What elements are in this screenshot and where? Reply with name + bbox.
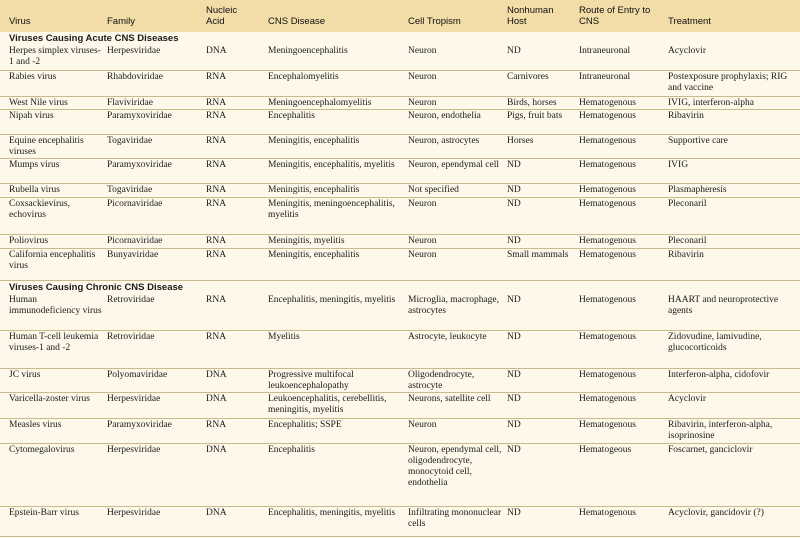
cell-treatment: Acyclovir, gancidovir (?) [668,508,764,518]
cell-cell-tropism: Astrocyte, leukocyte [408,332,487,342]
cell-treatment: Pleconaril [668,236,707,246]
cell-route: Hematogenous [579,250,636,260]
cell-nucleic-acid: RNA [206,185,227,195]
section-acute-title: Viruses Causing Acute CNS Diseases [9,33,179,44]
cell-cell-tropism: Neuron [408,250,437,260]
cell-virus: Nipah virus [9,111,54,121]
cell-treatment: Acyclovir [668,394,706,404]
cell-family: Rhabdoviridae [107,72,163,82]
cell-virus: Mumps virus [9,160,60,170]
cell-cell-tropism: Neurons, satellite cell [408,394,491,404]
cell-family: Togaviridae [107,136,153,146]
cell-family: Polyomaviridae [107,370,168,380]
cell-route: Hematogenous [579,370,636,380]
cell-virus: Measles virus [9,420,62,430]
cell-nucleic-acid: RNA [206,250,227,260]
cell-cell-tropism: Microglia, macrophage, astrocytes [408,295,500,316]
cell-cns-disease: Encephalitis; SSPE [268,420,342,430]
cell-family: Herpesviridae [107,508,161,518]
cell-nucleic-acid: DNA [206,46,227,56]
cell-virus: California encephalitis virus [9,250,96,271]
cell-virus: Equine encephalitis viruses [9,136,84,157]
cell-cns-disease: Encephalitis, meningitis, myelitis [268,295,396,305]
cell-cns-disease: Progressive multifocal leukoencephalopathy [268,370,354,391]
cell-virus: Epstein-Barr virus [9,508,79,518]
table-row [0,293,800,294]
cell-treatment: Interferon-alpha, cidofovir [668,370,770,380]
header-family: Family [107,16,135,27]
cell-cell-tropism: Neuron [408,98,437,108]
cell-cell-tropism: Neuron [408,420,437,430]
cell-family: Flaviviridae [107,98,153,108]
cell-nucleic-acid: RNA [206,98,227,108]
cell-cell-tropism: Neuron [408,46,437,56]
table-bottom-rule [0,536,800,537]
cell-cns-disease: Meningitis, encephalitis [268,185,360,195]
cell-cell-tropism: Neuron [408,236,437,246]
cell-nucleic-acid: RNA [206,332,227,342]
cell-nucleic-acid: DNA [206,370,227,380]
cell-nonhuman-host: ND [507,185,521,195]
cell-nonhuman-host: ND [507,394,521,404]
cell-nucleic-acid: DNA [206,508,227,518]
cell-cell-tropism: Neuron, endothelia [408,111,481,121]
cell-treatment: HAART and neuroprotective agents [668,295,779,316]
cell-nucleic-acid: DNA [206,445,227,455]
cell-virus: Coxsackievirus, echovirus [9,199,70,220]
cell-treatment: Ribavirin [668,250,704,260]
cell-virus: Varicella-zoster virus [9,394,90,404]
cell-treatment: Zidovudine, lamivudine, glucocorticoids [668,332,762,353]
cell-cell-tropism: Neuron, ependymal cell, oligodendrocyte, monocytoid cell, endothelia [408,445,502,488]
cell-treatment: Postexposure prophylaxis; RIG and vaccine [668,72,788,93]
cell-nucleic-acid: RNA [206,420,227,430]
cell-family: Paramyxoviridae [107,420,172,430]
cell-route: Intraneuronal [579,72,631,82]
cell-cell-tropism: Neuron [408,72,437,82]
header-treatment: Treatment [668,16,711,27]
cell-family: Togaviridae [107,185,153,195]
cell-cell-tropism: Neuron, ependymal cell [408,160,500,170]
cell-nucleic-acid: RNA [206,160,227,170]
cell-nonhuman-host: ND [507,508,521,518]
cell-virus: Poliovirus [9,236,49,246]
cell-cns-disease: Meningoencephalitis [268,46,348,56]
cell-treatment: IVIG, interferon-alpha [668,98,754,108]
cell-nucleic-acid: DNA [206,394,227,404]
cell-route: Hematogenous [579,111,636,121]
cell-nonhuman-host: Small mammals [507,250,569,260]
cell-nonhuman-host: ND [507,420,521,430]
cell-nonhuman-host: Birds, horses [507,98,557,108]
cell-family: Herpesviridae [107,394,161,404]
cell-route: Hematogenous [579,508,636,518]
table-header [0,0,800,32]
cell-cns-disease: Encephalitis, meningitis, myelitis [268,508,396,518]
cell-treatment: Foscarnet, ganciclovir [668,445,753,455]
cell-route: Hematogenous [579,332,636,342]
cell-cns-disease: Encephalomyelitis [268,72,339,82]
cell-route: Hematogenous [579,160,636,170]
cell-nonhuman-host: ND [507,199,521,209]
cell-nonhuman-host: Horses [507,136,534,146]
cell-family: Bunyaviridae [107,250,159,260]
cell-route: Hematogenous [579,199,636,209]
cell-nucleic-acid: RNA [206,236,227,246]
cell-nonhuman-host: ND [507,295,521,305]
cell-nonhuman-host: ND [507,46,521,56]
cell-family: Paramyxoviridae [107,111,172,121]
cell-family: Paramyxoviridae [107,160,172,170]
cell-route: Hematogenous [579,185,636,195]
cell-nucleic-acid: RNA [206,199,227,209]
cell-family: Picornaviridae [107,199,163,209]
cell-family: Retroviridae [107,295,155,305]
cell-nonhuman-host: ND [507,445,521,455]
cell-nonhuman-host: Carnivores [507,72,549,82]
cell-cns-disease: Meningoencephalomyelitis [268,98,372,108]
cell-treatment: Ribavirin, interferon-alpha, isoprinosine [668,420,773,441]
cell-treatment: IVIG [668,160,689,170]
cell-route: Hematogeous [579,445,632,455]
cell-route: Intraneuronal [579,46,631,56]
header-route-of-entry: Route of Entry to CNS [579,5,651,27]
cell-route: Hematogenous [579,394,636,404]
cell-virus: JC virus [9,370,41,380]
cell-cns-disease: Meningitis, encephalitis [268,250,360,260]
cell-nucleic-acid: RNA [206,72,227,82]
cell-virus: Human T-cell leukemia viruses-1 and -2 [9,332,99,353]
cell-family: Retroviridae [107,332,155,342]
cell-virus: Herpes simplex viruses-1 and -2 [9,46,101,67]
cell-cns-disease: Meningitis, encephalitis, myelitis [268,160,395,170]
cell-cns-disease: Encephalitis [268,111,315,121]
cell-cns-disease: Leukoencephalitis, cerebellitis, meningitis, myelitis [268,394,387,415]
cell-cns-disease: Meningitis, encephalitis [268,136,360,146]
cell-nonhuman-host: ND [507,370,521,380]
table-row [0,44,800,45]
cell-treatment: Ribavirin [668,111,704,121]
cell-treatment: Acyclovir [668,46,706,56]
cell-route: Hematogenous [579,236,636,246]
cell-cns-disease: Meningitis, myelitis [268,236,345,246]
cell-nonhuman-host: ND [507,160,521,170]
header-cell-tropism: Cell Tropism [408,16,461,27]
cell-nucleic-acid: RNA [206,111,227,121]
cell-virus: Rubella virus [9,185,60,195]
cell-nonhuman-host: ND [507,236,521,246]
cell-virus: West Nile virus [9,98,68,108]
cell-virus: Rabies virus [9,72,57,82]
cell-route: Hematogenous [579,420,636,430]
cell-cns-disease: Meningitis, meningoencephalitis, myelitis [268,199,395,220]
header-virus: Virus [9,16,31,27]
cell-cell-tropism: Neuron [408,199,437,209]
cell-route: Hematogenous [579,136,636,146]
cell-nucleic-acid: RNA [206,295,227,305]
cell-cns-disease: Encephalitis [268,445,315,455]
cell-nonhuman-host: ND [507,332,521,342]
cell-family: Herpesviridae [107,46,161,56]
cell-treatment: Plasmapheresis [668,185,727,195]
cell-cns-disease: Myelitis [268,332,300,342]
cell-cell-tropism: Neuron, astrocytes [408,136,480,146]
cell-nucleic-acid: RNA [206,136,227,146]
cell-virus: Human immunodeficiency virus [9,295,102,316]
cell-treatment: Supportive care [668,136,728,146]
cell-cell-tropism: Not specified [408,185,459,195]
cell-family: Picornaviridae [107,236,163,246]
cell-route: Hematogenous [579,98,636,108]
header-cns-disease: CNS Disease [268,16,326,27]
cell-cell-tropism: Oligodendrocyte, astrocyte [408,370,475,391]
cell-virus: Cytomegalovirus [9,445,75,455]
section-chronic-title: Viruses Causing Chronic CNS Disease [0,280,800,294]
cell-cell-tropism: Infiltrating mononuclear cells [408,508,502,529]
cell-nonhuman-host: Pigs, fruit bats [507,111,563,121]
cell-route: Hematogenous [579,295,636,305]
header-nucleic-acid: Nucleic Acid [206,5,238,27]
cell-family: Herpesviridae [107,445,161,455]
cell-treatment: Pleconaril [668,199,707,209]
header-nonhuman-host: Nonhuman Host [507,5,554,27]
